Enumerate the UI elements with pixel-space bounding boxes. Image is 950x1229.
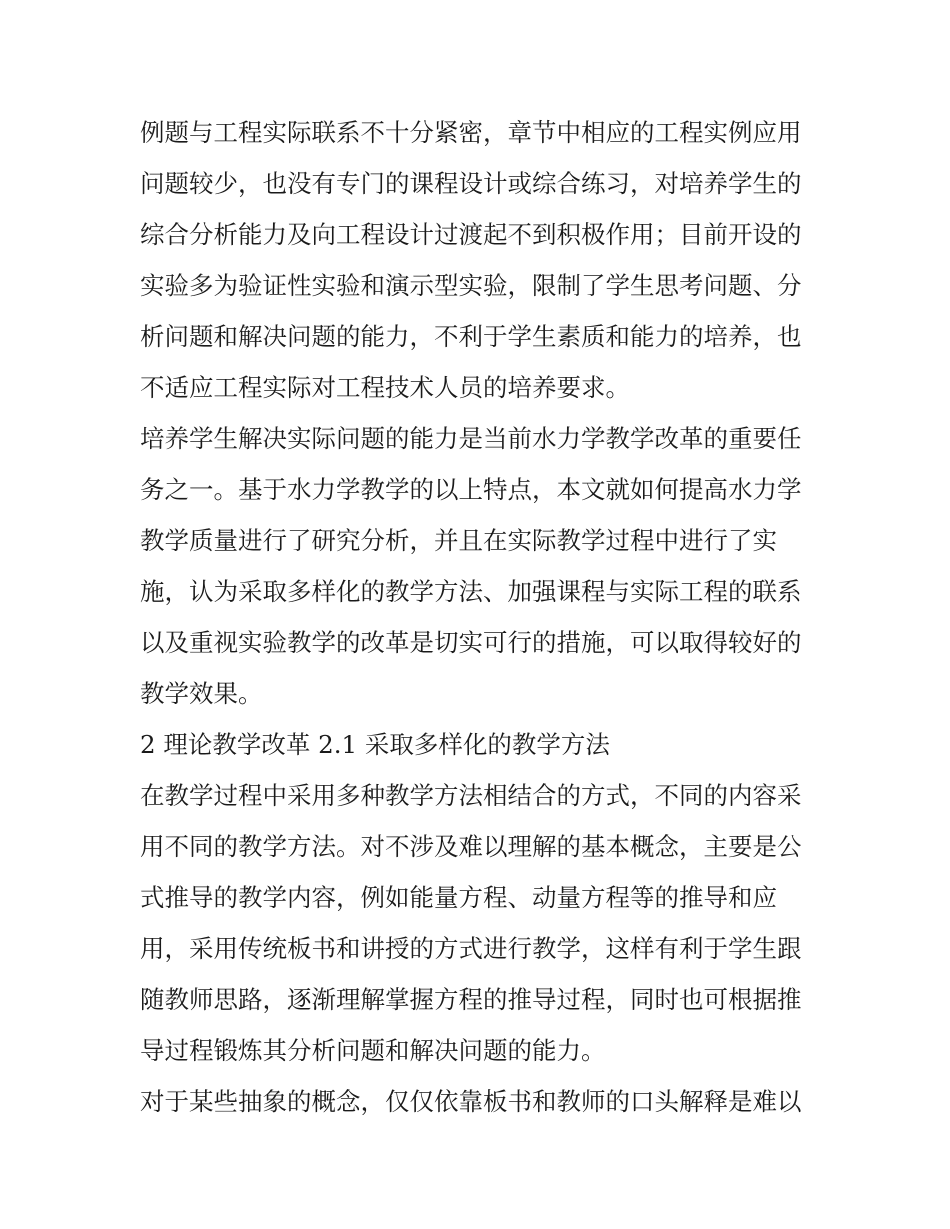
text-line: 在教学过程中采用多种教学方法相结合的方式，不同的内容采 bbox=[140, 781, 802, 810]
text-line: 教学效果。 bbox=[140, 679, 263, 708]
text-line: 随教师思路，逐渐理解掌握方程的推导过程，同时也可根据推 bbox=[140, 985, 802, 1014]
paragraph-4 bbox=[140, 1076, 820, 1127]
text-line: 析问题和解决问题的能力，不利于学生素质和能力的培养，也 bbox=[140, 322, 802, 351]
text-line: 务之一。基于水力学教学的以上特点，本文就如何提高水力学 bbox=[140, 475, 802, 504]
text-line: 用，采用传统板书和讲授的方式进行教学，这样有利于学生跟 bbox=[140, 934, 802, 963]
paragraph-1 bbox=[140, 107, 820, 413]
text-line: 式推导的教学内容，例如能量方程、动量方程等的推导和应 bbox=[140, 883, 777, 912]
text-line: 施，认为采取多样化的教学方法、加强课程与实际工程的联系 bbox=[140, 577, 802, 606]
text-line: 以及重视实验教学的改革是切实可行的措施，可以取得较好的 bbox=[140, 628, 802, 657]
text-line: 培养学生解决实际问题的能力是当前水力学教学改革的重要任 bbox=[140, 424, 802, 453]
text-line: 实验多为验证性实验和演示型实验，限制了学生思考问题、分 bbox=[140, 271, 802, 300]
text-line: 用不同的教学方法。对不涉及难以理解的基本概念，主要是公 bbox=[140, 832, 802, 861]
paragraph-2 bbox=[140, 413, 820, 719]
text-line: 教学质量进行了研究分析，并且在实际教学过程中进行了实 bbox=[140, 526, 777, 555]
text-line: 问题较少，也没有专门的课程设计或综合练习，对培养学生的 bbox=[140, 169, 802, 198]
text-line: 综合分析能力及向工程设计过渡起不到积极作用；目前开设的 bbox=[140, 220, 802, 249]
heading-line: 2 理论教学改革 2.1 采取多样化的教学方法 bbox=[140, 730, 610, 759]
document-body bbox=[140, 107, 820, 1127]
text-line: 例题与工程实际联系不十分紧密，章节中相应的工程实例应用 bbox=[140, 118, 802, 147]
text-line: 不适应工程实际对工程技术人员的培养要求。 bbox=[140, 373, 630, 402]
section-heading bbox=[140, 719, 820, 770]
text-line: 导过程锻炼其分析问题和解决问题的能力。 bbox=[140, 1036, 606, 1065]
paragraph-3 bbox=[140, 770, 820, 1076]
text-line: 对于某些抽象的概念，仅仅依靠板书和教师的口头解释是难以 bbox=[140, 1087, 802, 1116]
